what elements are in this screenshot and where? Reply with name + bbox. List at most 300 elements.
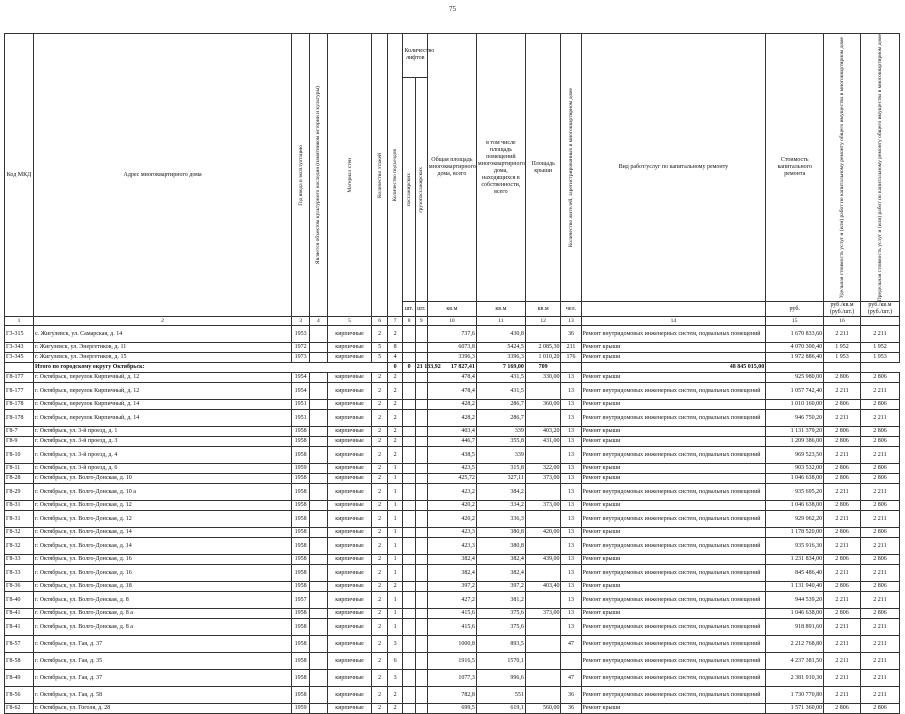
cell-owned-area: 430,8: [476, 326, 525, 343]
cell-owned-area: 381,2: [476, 592, 525, 609]
table-row: [5, 687, 900, 704]
table-row: [5, 373, 900, 383]
cell-year: 1957: [292, 592, 310, 609]
cell-entrances: 2: [387, 326, 403, 343]
cell-works: Ремонт крыши: [581, 582, 766, 592]
cell-roof-area: [525, 447, 561, 464]
header-lifts-cargo: грузопассажирских: [418, 166, 425, 213]
cell-total-area: 423,2: [427, 484, 476, 501]
cell-residents: 13: [561, 511, 581, 528]
table-row: [5, 464, 900, 474]
cell-roof-area: 373,00: [525, 501, 561, 511]
cell-floors: 2: [372, 565, 388, 582]
cell-walls: кирпичные: [327, 474, 372, 484]
cell-roof-area: [525, 383, 561, 400]
cell-floors: 2: [372, 484, 388, 501]
column-number: 12: [525, 317, 561, 326]
cell-lifts-cargo: [415, 687, 427, 704]
cell-lifts-cargo: [415, 619, 427, 636]
cell-owned-area: 996,6: [476, 670, 525, 687]
cell-roof-area: 360,00: [525, 400, 561, 410]
cell-floors: 2: [372, 555, 388, 565]
cell-unit-cost: 2 806: [824, 704, 861, 714]
cell-cost: 1 730 770,80: [766, 687, 824, 704]
cell-residents: 13: [561, 383, 581, 400]
cell-year: 1958: [292, 670, 310, 687]
cell-residents: 36: [561, 704, 581, 714]
cell-works: [561, 363, 581, 373]
cell-residents: 13: [561, 437, 581, 447]
cell-unit-cost: 2 211: [824, 592, 861, 609]
unit-area1: кв.м: [427, 302, 476, 317]
cell-unit-cost: 2 211: [824, 670, 861, 687]
cell-year: 1973: [292, 353, 310, 363]
cell-floors: 2: [372, 528, 388, 538]
cell-residents: 47: [561, 670, 581, 687]
cell-lifts-cargo: [415, 670, 427, 687]
header-entrances: Количество подъездов: [392, 148, 399, 202]
cell-code: Г8-33: [5, 555, 34, 565]
header-walls: Материал стен: [346, 157, 353, 193]
cell-cost: 1 046 638,00: [766, 609, 824, 619]
cell-cost: 4 070 300,40: [766, 343, 824, 353]
cell-lifts-cargo: [415, 565, 427, 582]
cell-heritage: [309, 383, 327, 400]
cell-works: Ремонт внутридомовых инженерных систем, подвальных помещений: [581, 447, 766, 464]
cell-entrances: 1: [387, 565, 403, 582]
table-row: [5, 704, 900, 714]
cell-total-area: 438,5: [427, 447, 476, 464]
cell-floors: 2: [372, 670, 388, 687]
cell-lifts-cargo: [415, 437, 427, 447]
cell-walls: кирпичные: [327, 528, 372, 538]
cell-residents: 13: [561, 555, 581, 565]
table-row: [5, 555, 900, 565]
cell-lifts-cargo: [415, 464, 427, 474]
cell-year: 1958: [292, 447, 310, 464]
cell-max-cost: 2 806: [860, 609, 899, 619]
table-row: [5, 400, 900, 410]
cell-total-area: 420,2: [427, 501, 476, 511]
cell-max-cost: 2 806: [860, 528, 899, 538]
cell-lifts-passenger: [403, 704, 415, 714]
cell-code: Г8-177: [5, 383, 34, 400]
table-body: [5, 317, 900, 714]
cell-code: Г8-41: [5, 619, 34, 636]
table-row: [5, 353, 900, 363]
cell-works: Ремонт крыши: [581, 353, 766, 363]
cell-entrances: 3: [387, 636, 403, 653]
cell-total-area: 425,72: [427, 474, 476, 484]
cell-year: 1953: [292, 326, 310, 343]
cell-residents: 709: [525, 363, 561, 373]
table-row: [5, 501, 900, 511]
cell-floors: 2: [372, 653, 388, 670]
cell-address: г. Жигулевск, ул. Энергетиков, д. 11: [33, 343, 291, 353]
cell-walls: кирпичные: [327, 592, 372, 609]
cell-heritage: [309, 373, 327, 383]
header-lifts: Количество лифтов: [403, 34, 427, 78]
cell-lifts-cargo: [415, 653, 427, 670]
cell-roof-area: [525, 538, 561, 555]
cell-cost: 1 131 940,40: [766, 582, 824, 592]
cell-max-cost: [824, 363, 861, 373]
cell-roof-area: 330,00: [525, 373, 561, 383]
cell-residents: 13: [561, 373, 581, 383]
column-number: 8: [403, 317, 415, 326]
cell-max-cost: 2 211: [860, 538, 899, 555]
cell-floors: 2: [372, 427, 388, 437]
cell-total-area: 415,6: [427, 619, 476, 636]
cell-floors: 2: [372, 326, 388, 343]
cell-lifts-passenger: [403, 528, 415, 538]
cell-cost: 1 209 386,00: [766, 437, 824, 447]
cell-lifts-cargo: [415, 555, 427, 565]
cell-heritage: [309, 592, 327, 609]
cell-unit-cost: 2 211: [824, 653, 861, 670]
cell-heritage: [309, 353, 327, 363]
cell-entrances: 2: [387, 410, 403, 427]
table-row: [5, 383, 900, 400]
cell-entrances: 2: [387, 383, 403, 400]
cell-residents: 13: [561, 447, 581, 464]
column-number: 7: [387, 317, 403, 326]
cell-owned-area: 551: [476, 687, 525, 704]
cell-floors: 2: [372, 464, 388, 474]
cell-owned-area: 375,6: [476, 619, 525, 636]
cell-owned-area: 382,4: [476, 565, 525, 582]
cell-code: Г8-178: [5, 400, 34, 410]
cell-code: Г8-9: [5, 437, 34, 447]
cell-heritage: [309, 609, 327, 619]
cell-unit-cost: 2 806: [824, 501, 861, 511]
cell-max-cost: 2 806: [860, 501, 899, 511]
cell-year: 1958: [292, 511, 310, 528]
cell-total-area: 446,7: [427, 437, 476, 447]
cell-residents: 176: [561, 353, 581, 363]
cell-roof-area: [525, 484, 561, 501]
cell-address: г. Октябрьск, ул. Волго-Донская, д. 14: [33, 528, 291, 538]
cell-owned-area: 336,3: [476, 511, 525, 528]
cell-total-area: 3396,3: [427, 353, 476, 363]
cell-walls: кирпичные: [327, 410, 372, 427]
cell-code: Г8-49: [5, 670, 34, 687]
cell-year: 1958: [292, 636, 310, 653]
cell-lifts-passenger: [403, 383, 415, 400]
cell-lifts-passenger: [403, 636, 415, 653]
cell-address: г. Октябрьск, ул. 3-й проезд, д. 3: [33, 437, 291, 447]
cell-lifts-passenger: [403, 619, 415, 636]
cell-lifts-cargo: [415, 528, 427, 538]
cell-total-area: 782,8: [427, 687, 476, 704]
cell-walls: кирпичные: [327, 619, 372, 636]
cell-walls: кирпичные: [327, 687, 372, 704]
cell-lifts-passenger: [403, 538, 415, 555]
cell-max-cost: 2 211: [860, 565, 899, 582]
cell-total-area: 428,2: [427, 400, 476, 410]
header-address: Адрес многоквартирного дома: [33, 34, 291, 317]
header-row: [5, 34, 900, 78]
cell-heritage: [309, 687, 327, 704]
cell-heritage: [309, 400, 327, 410]
cell-lifts-cargo: [415, 447, 427, 464]
cell-unit-cost: 2 211: [824, 538, 861, 555]
cell-works: Ремонт крыши: [581, 437, 766, 447]
cell-works: Ремонт крыши: [581, 609, 766, 619]
cell-heritage: [309, 464, 327, 474]
cell-heritage: [309, 484, 327, 501]
cell-walls: кирпичные: [327, 464, 372, 474]
cell-address: г. Октябрьск, ул. Волго-Донская, д. 12: [33, 511, 291, 528]
cell-year: 1972: [292, 343, 310, 353]
header-total-area: Общая площадь многоквартирного дома, всего: [427, 34, 476, 302]
table-row: [5, 619, 900, 636]
cell-heritage: [309, 326, 327, 343]
cell-residents: [561, 653, 581, 670]
cell-unit-cost: 2 211: [824, 619, 861, 636]
header-unit-cost: Удельная стоимость услуг и (или) работ по капитальному ремонту общего имущества в многоквартирном доме: [839, 36, 846, 299]
cell-residents: 13: [561, 410, 581, 427]
unit-lifts-p: шт.: [403, 302, 415, 317]
cell-code: Г3-345: [5, 353, 34, 363]
cell-code: Г3-343: [5, 343, 34, 353]
cell-entrances: 1: [387, 528, 403, 538]
cell-roof-area: 7 169,00: [476, 363, 525, 373]
cell-works: Ремонт крыши: [581, 474, 766, 484]
capital-repair-table: [4, 33, 900, 714]
cell-entrances: 2: [387, 437, 403, 447]
cell-max-cost: 2 806: [860, 464, 899, 474]
header-works: Вид работ/услуг по капитальному ремонту: [581, 34, 766, 302]
cell-works: Ремонт крыши: [581, 373, 766, 383]
cell-lifts-passenger: [403, 427, 415, 437]
cell-year: 1958: [292, 687, 310, 704]
cell-roof-area: [525, 511, 561, 528]
cell-roof-area: [525, 687, 561, 704]
cell-lifts-cargo: 0: [403, 363, 415, 373]
column-number: 5: [327, 317, 372, 326]
cell-floors: 2: [372, 538, 388, 555]
unit-cost: руб.: [766, 302, 824, 317]
cell-residents: 36: [561, 326, 581, 343]
cell-address: г. Октябрьск, ул. Волго-Донская, д. 16: [33, 565, 291, 582]
cell-max-cost: 2 211: [860, 511, 899, 528]
header-owned-area: в том числе площадь помещений многоквартирного дома, находящихся в собственности, всего: [476, 34, 525, 302]
cell-residents: 13: [561, 464, 581, 474]
cell-entrances: 6: [387, 653, 403, 670]
cell-code: Г8-178: [5, 410, 34, 427]
cell-works: Ремонт крыши: [581, 427, 766, 437]
cell-entrances: 2: [387, 447, 403, 464]
table-row: [5, 592, 900, 609]
cell-works: Ремонт внутридомовых инженерных систем, подвальных помещений: [581, 565, 766, 582]
table-row: [5, 343, 900, 353]
cell-cost: 1 972 886,40: [766, 353, 824, 363]
cell-walls: кирпичные: [327, 383, 372, 400]
cell-year: 1954: [292, 383, 310, 400]
cell-max-cost: 2 211: [860, 636, 899, 653]
cell-heritage: [309, 437, 327, 447]
cell-address: г. Октябрьск, ул. Гая, д. 58: [33, 687, 291, 704]
cell-owned-area: 5424,5: [476, 343, 525, 353]
cell-owned-area: 375,6: [476, 609, 525, 619]
cell-max-cost: 2 806: [860, 582, 899, 592]
cell-cost: 946 750,20: [766, 410, 824, 427]
cell-lifts-cargo: [415, 400, 427, 410]
cell-residents: 211: [561, 343, 581, 353]
cell-cost: 918 891,60: [766, 619, 824, 636]
cell-lifts-cargo: [415, 427, 427, 437]
cell-total-area: 699,5: [427, 704, 476, 714]
table-row: [5, 538, 900, 555]
cell-owned-area: 286,7: [476, 410, 525, 427]
cell-address: Итого по городскому округу Октябрьск:: [33, 363, 387, 373]
cell-unit-cost: 2 211: [824, 326, 861, 343]
cell-roof-area: 1 010,20: [525, 353, 561, 363]
cell-owned-area: 431,5: [476, 383, 525, 400]
cell-address: г. Октябрьск, ул. Гая, д. 37: [33, 636, 291, 653]
cell-max-cost: 2 211: [860, 687, 899, 704]
cell-unit-cost: 2 806: [824, 582, 861, 592]
cell-address: г. Октябрьск, переулок Кирпичный, д. 12: [33, 383, 291, 400]
cell-unit-cost: 2 211: [824, 383, 861, 400]
cell-floors: 2: [372, 636, 388, 653]
cell-roof-area: [525, 326, 561, 343]
cell-works: Ремонт внутридомовых инженерных систем, подвальных помещений: [581, 484, 766, 501]
cell-heritage: [309, 670, 327, 687]
cell-lifts-cargo: [415, 383, 427, 400]
cell-year: 1958: [292, 528, 310, 538]
cell-floors: 2: [372, 582, 388, 592]
cell-heritage: [309, 704, 327, 714]
cell-address: г. Октябрьск, ул. Волго-Донская, д. 18: [33, 582, 291, 592]
cell-works: Ремонт крыши: [581, 501, 766, 511]
column-number: 11: [476, 317, 525, 326]
cell-lifts-cargo: [415, 343, 427, 353]
cell-residents: 13: [561, 582, 581, 592]
cell-heritage: [309, 410, 327, 427]
unit-lifts-c: шт.: [415, 302, 427, 317]
cell-unit-cost: [766, 363, 824, 373]
cell-walls: кирпичные: [327, 343, 372, 353]
cell-lifts-cargo: [415, 474, 427, 484]
cell-address: г. Октябрьск, ул. Волго-Донская, д. 16: [33, 555, 291, 565]
cell-heritage: [309, 501, 327, 511]
cell-total-area: 6073,8: [427, 343, 476, 353]
cell-walls: кирпичные: [327, 555, 372, 565]
cell-code: Г8-32: [5, 538, 34, 555]
cell-floors: 5: [372, 353, 388, 363]
unit-area3: кв.м: [525, 302, 561, 317]
table-row: [5, 437, 900, 447]
cell-entrances: 1: [387, 609, 403, 619]
cell-entrances: 1: [387, 619, 403, 636]
cell-heritage: [309, 447, 327, 464]
cell-lifts-cargo: [415, 592, 427, 609]
cell-code: Г8-32: [5, 528, 34, 538]
cell-address: г. Октябрьск, ул. Волго-Донская, д. 10: [33, 474, 291, 484]
cell-cost: 845 486,40: [766, 565, 824, 582]
cell-entrances: 8: [387, 343, 403, 353]
column-number: 13: [561, 317, 581, 326]
cell-cost: 2 381 910,30: [766, 670, 824, 687]
cell-year: 1951: [292, 400, 310, 410]
cell-address: г. Октябрьск, переулок Кирпичный, д. 14: [33, 400, 291, 410]
table-row: [5, 474, 900, 484]
header-cost: Стоимость капитального ремонта: [766, 34, 824, 302]
header-heritage: Является объектом культурного наследия (памятником истории и культуры): [315, 86, 322, 265]
cell-lifts-passenger: [403, 555, 415, 565]
cell-total-area: 21 133,92: [415, 363, 427, 373]
cell-floors: 2: [372, 609, 388, 619]
header-year: Год ввода в эксплуатацию: [297, 144, 304, 206]
cell-address: г. Октябрьск, ул. Гоголя, д. 28: [33, 704, 291, 714]
cell-lifts-cargo: [415, 501, 427, 511]
cell-unit-cost: 2 211: [824, 484, 861, 501]
cell-walls: кирпичные: [327, 582, 372, 592]
cell-total-area: 427,2: [427, 592, 476, 609]
cell-roof-area: [525, 592, 561, 609]
cell-entrances: 2: [387, 687, 403, 704]
cell-entrances: 2: [387, 400, 403, 410]
cell-residents: 13: [561, 427, 581, 437]
cell-lifts-passenger: [403, 353, 415, 363]
cell-residents: 47: [561, 636, 581, 653]
cell-max-cost: 2 211: [860, 383, 899, 400]
cell-walls: кирпичные: [327, 326, 372, 343]
cell-walls: кирпичные: [327, 437, 372, 447]
cell-roof-area: 431,00: [525, 437, 561, 447]
cell-total-area: 428,2: [427, 410, 476, 427]
cell-code: Г8-41: [5, 609, 34, 619]
cell-lifts-passenger: [403, 653, 415, 670]
cell-lifts-passenger: [403, 343, 415, 353]
cell-owned-area: 327,11: [476, 474, 525, 484]
cell-cost: 1 010 160,00: [766, 400, 824, 410]
table-row: [5, 410, 900, 427]
cell-lifts-passenger: [403, 400, 415, 410]
cell-lifts-passenger: [403, 582, 415, 592]
cell-cost: 969 523,50: [766, 447, 824, 464]
cell-max-cost: 2 806: [860, 373, 899, 383]
table-row: [5, 484, 900, 501]
cell-year: 1958: [292, 582, 310, 592]
cell-code: Г8-58: [5, 653, 34, 670]
cell-year: 1954: [292, 373, 310, 383]
cell-code: Г8-33: [5, 565, 34, 582]
cell-works: Ремонт крыши: [581, 555, 766, 565]
cell-floors: 2: [372, 373, 388, 383]
cell-floors: 2: [372, 687, 388, 704]
cell-total-area: 1077,3: [427, 670, 476, 687]
cell-floors: 2: [372, 501, 388, 511]
cell-works: Ремонт крыши: [581, 400, 766, 410]
header-lifts-passenger: пассажирских: [406, 172, 413, 206]
cell-walls: кирпичные: [327, 427, 372, 437]
cell-year: 1958: [292, 619, 310, 636]
cell-address: г. Октябрьск, ул. Волго-Донская, д. 14: [33, 538, 291, 555]
cell-max-cost: 2 806: [860, 704, 899, 714]
cell-lifts-passenger: [403, 437, 415, 447]
cell-cost: 1 131 379,20: [766, 427, 824, 437]
cell-lifts-passenger: [403, 410, 415, 427]
cell-entrances: 2: [387, 582, 403, 592]
total-row: [5, 363, 900, 373]
cell-roof-area: [525, 653, 561, 670]
cell-cost: 1 571 360,00: [766, 704, 824, 714]
cell-entrances: 1: [387, 474, 403, 484]
cell-code: Г8-29: [5, 484, 34, 501]
